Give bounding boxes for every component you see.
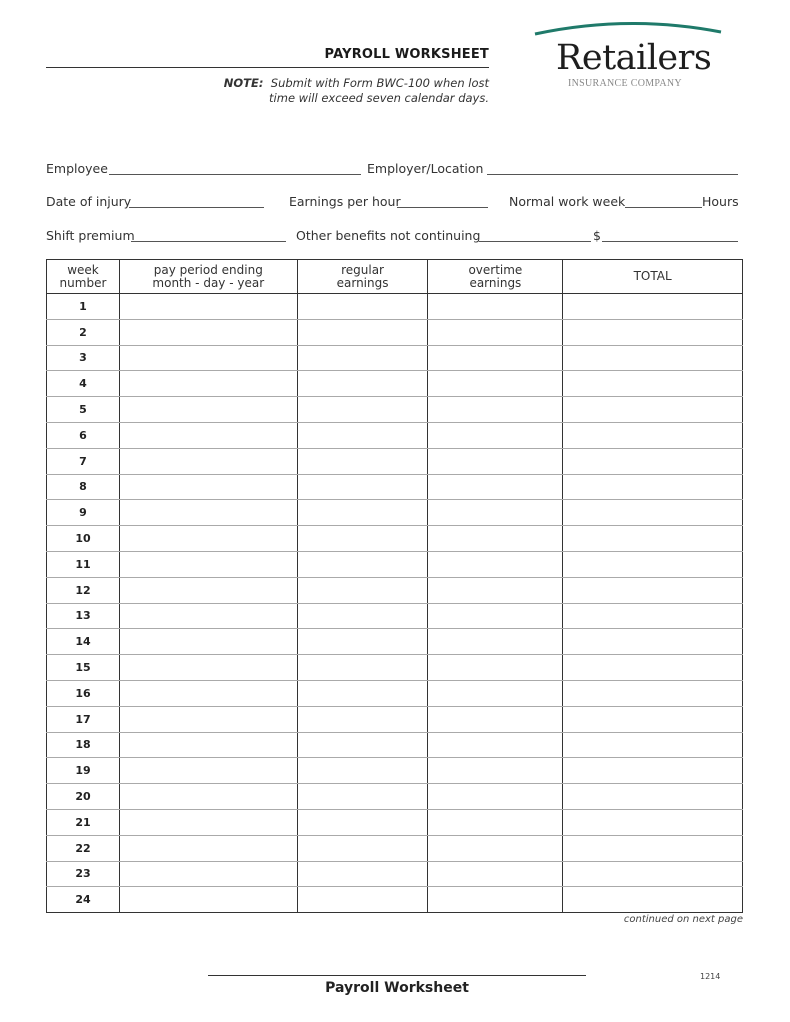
overtime-earnings-cell[interactable] bbox=[428, 603, 563, 629]
week-number-cell: 24 bbox=[47, 887, 120, 913]
other-benefits-amount-field[interactable] bbox=[602, 241, 738, 242]
overtime-earnings-cell[interactable] bbox=[428, 500, 563, 526]
overtime-earnings-cell[interactable] bbox=[428, 371, 563, 397]
total-cell[interactable] bbox=[563, 526, 743, 552]
pay-period-cell[interactable] bbox=[119, 397, 297, 423]
field-row-shift bbox=[46, 228, 742, 246]
overtime-earnings-cell[interactable] bbox=[428, 294, 563, 320]
overtime-earnings-cell[interactable] bbox=[428, 345, 563, 371]
regular-earnings-cell[interactable] bbox=[297, 371, 428, 397]
note-label: NOTE: bbox=[223, 76, 264, 90]
week-number-cell: 1 bbox=[47, 294, 120, 320]
week-number-cell: 3 bbox=[47, 345, 120, 371]
total-cell[interactable] bbox=[563, 629, 743, 655]
week-number-cell: 22 bbox=[47, 835, 120, 861]
overtime-earnings-cell[interactable] bbox=[428, 680, 563, 706]
continued-note: continued on next page bbox=[623, 914, 743, 925]
week-number-cell: 10 bbox=[47, 526, 120, 552]
note-line-2: time will exceed seven calendar days. bbox=[269, 91, 489, 105]
submission-note bbox=[150, 76, 489, 106]
total-cell[interactable] bbox=[563, 655, 743, 681]
total-cell[interactable] bbox=[563, 706, 743, 732]
table-row bbox=[47, 448, 743, 474]
logo-arc-icon bbox=[533, 18, 723, 38]
overtime-earnings-cell[interactable] bbox=[428, 319, 563, 345]
regular-earnings-cell[interactable] bbox=[297, 422, 428, 448]
pay-period-cell[interactable] bbox=[119, 809, 297, 835]
logo-subtitle: INSURANCE COMPANY bbox=[568, 78, 682, 89]
employer-location-label: Employer/Location bbox=[367, 161, 484, 176]
regular-earnings-cell[interactable] bbox=[297, 629, 428, 655]
total-cell[interactable] bbox=[563, 809, 743, 835]
total-cell[interactable] bbox=[563, 887, 743, 913]
pay-period-cell[interactable] bbox=[119, 706, 297, 732]
overtime-earnings-cell[interactable] bbox=[428, 706, 563, 732]
overtime-earnings-cell[interactable] bbox=[428, 758, 563, 784]
total-cell[interactable] bbox=[563, 474, 743, 500]
total-cell[interactable] bbox=[563, 861, 743, 887]
table-row bbox=[47, 809, 743, 835]
table-row bbox=[47, 680, 743, 706]
form-number: 1214 bbox=[700, 972, 721, 981]
pay-period-cell[interactable] bbox=[119, 500, 297, 526]
pay-period-cell[interactable] bbox=[119, 371, 297, 397]
pay-period-cell[interactable] bbox=[119, 680, 297, 706]
total-cell[interactable] bbox=[563, 551, 743, 577]
footer-divider bbox=[208, 975, 586, 976]
table-row bbox=[47, 371, 743, 397]
pay-period-cell[interactable] bbox=[119, 319, 297, 345]
total-cell[interactable] bbox=[563, 732, 743, 758]
total-cell[interactable] bbox=[563, 319, 743, 345]
field-row-employee bbox=[46, 161, 742, 179]
table-row bbox=[47, 577, 743, 603]
overtime-earnings-cell[interactable] bbox=[428, 577, 563, 603]
total-cell[interactable] bbox=[563, 680, 743, 706]
regular-earnings-cell[interactable] bbox=[297, 448, 428, 474]
table-row bbox=[47, 706, 743, 732]
hours-label: Hours bbox=[702, 194, 739, 209]
pay-period-cell[interactable] bbox=[119, 294, 297, 320]
pay-period-cell[interactable] bbox=[119, 422, 297, 448]
total-cell[interactable] bbox=[563, 500, 743, 526]
week-number-cell: 18 bbox=[47, 732, 120, 758]
date-of-injury-label: Date of injury bbox=[46, 194, 132, 209]
table-row bbox=[47, 629, 743, 655]
total-cell[interactable] bbox=[563, 448, 743, 474]
week-number-cell: 23 bbox=[47, 861, 120, 887]
pay-period-cell[interactable] bbox=[119, 577, 297, 603]
employee-label: Employee bbox=[46, 161, 108, 176]
header-total: TOTAL bbox=[563, 260, 743, 294]
header-regular-earnings: regular earnings bbox=[297, 260, 428, 294]
pay-period-cell[interactable] bbox=[119, 732, 297, 758]
total-cell[interactable] bbox=[563, 397, 743, 423]
week-number-cell: 14 bbox=[47, 629, 120, 655]
pay-period-cell[interactable] bbox=[119, 629, 297, 655]
regular-earnings-cell[interactable] bbox=[297, 706, 428, 732]
overtime-earnings-cell[interactable] bbox=[428, 861, 563, 887]
table-row bbox=[47, 474, 743, 500]
table-row bbox=[47, 603, 743, 629]
payroll-table bbox=[46, 259, 743, 913]
table-row bbox=[47, 345, 743, 371]
earnings-per-hour-label: Earnings per hour bbox=[289, 194, 401, 209]
pay-period-cell[interactable] bbox=[119, 655, 297, 681]
overtime-earnings-cell[interactable] bbox=[428, 655, 563, 681]
field-row-injury bbox=[46, 194, 742, 212]
note-line-1: Submit with Form BWC-100 when lost bbox=[270, 76, 489, 90]
regular-earnings-cell[interactable] bbox=[297, 835, 428, 861]
overtime-earnings-cell[interactable] bbox=[428, 448, 563, 474]
total-cell[interactable] bbox=[563, 758, 743, 784]
pay-period-cell[interactable] bbox=[119, 474, 297, 500]
regular-earnings-cell[interactable] bbox=[297, 784, 428, 810]
table-row bbox=[47, 784, 743, 810]
other-benefits-label: Other benefits not continuing bbox=[296, 228, 481, 243]
total-cell[interactable] bbox=[563, 294, 743, 320]
week-number-cell: 4 bbox=[47, 371, 120, 397]
logo-name: Retailers bbox=[556, 38, 712, 78]
table-row bbox=[47, 319, 743, 345]
total-cell[interactable] bbox=[563, 603, 743, 629]
overtime-earnings-cell[interactable] bbox=[428, 474, 563, 500]
pay-period-cell[interactable] bbox=[119, 526, 297, 552]
overtime-earnings-cell[interactable] bbox=[428, 835, 563, 861]
pay-period-cell[interactable] bbox=[119, 784, 297, 810]
normal-work-week-label: Normal work week bbox=[509, 194, 626, 209]
week-number-cell: 6 bbox=[47, 422, 120, 448]
shift-premium-field[interactable] bbox=[131, 241, 286, 242]
table-row bbox=[47, 835, 743, 861]
overtime-earnings-cell[interactable] bbox=[428, 629, 563, 655]
week-number-cell: 13 bbox=[47, 603, 120, 629]
pay-period-cell[interactable] bbox=[119, 887, 297, 913]
week-number-cell: 2 bbox=[47, 319, 120, 345]
pay-period-cell[interactable] bbox=[119, 603, 297, 629]
employer-location-field[interactable] bbox=[487, 174, 738, 175]
table-row bbox=[47, 758, 743, 784]
pay-period-cell[interactable] bbox=[119, 345, 297, 371]
overtime-earnings-cell[interactable] bbox=[428, 784, 563, 810]
regular-earnings-cell[interactable] bbox=[297, 500, 428, 526]
total-cell[interactable] bbox=[563, 784, 743, 810]
regular-earnings-cell[interactable] bbox=[297, 680, 428, 706]
week-number-cell: 17 bbox=[47, 706, 120, 732]
shift-premium-label: Shift premium bbox=[46, 228, 135, 243]
header-overtime-earnings: overtime earnings bbox=[428, 260, 563, 294]
week-number-cell: 21 bbox=[47, 809, 120, 835]
regular-earnings-cell[interactable] bbox=[297, 397, 428, 423]
table-row bbox=[47, 422, 743, 448]
total-cell[interactable] bbox=[563, 422, 743, 448]
date-of-injury-field[interactable] bbox=[129, 207, 264, 208]
total-cell[interactable] bbox=[563, 577, 743, 603]
regular-earnings-cell[interactable] bbox=[297, 887, 428, 913]
table-row bbox=[47, 397, 743, 423]
regular-earnings-cell[interactable] bbox=[297, 526, 428, 552]
earnings-per-hour-field[interactable] bbox=[397, 207, 488, 208]
table-row bbox=[47, 887, 743, 913]
regular-earnings-cell[interactable] bbox=[297, 474, 428, 500]
table-row bbox=[47, 732, 743, 758]
overtime-earnings-cell[interactable] bbox=[428, 526, 563, 552]
overtime-earnings-cell[interactable] bbox=[428, 732, 563, 758]
regular-earnings-cell[interactable] bbox=[297, 732, 428, 758]
overtime-earnings-cell[interactable] bbox=[428, 551, 563, 577]
week-number-cell: 9 bbox=[47, 500, 120, 526]
regular-earnings-cell[interactable] bbox=[297, 861, 428, 887]
week-number-cell: 19 bbox=[47, 758, 120, 784]
week-number-cell: 11 bbox=[47, 551, 120, 577]
header-pay-period: pay period ending month - day - year bbox=[119, 260, 297, 294]
week-number-cell: 5 bbox=[47, 397, 120, 423]
week-number-cell: 15 bbox=[47, 655, 120, 681]
dollar-sign: $ bbox=[593, 228, 601, 243]
regular-earnings-cell[interactable] bbox=[297, 603, 428, 629]
table-row bbox=[47, 526, 743, 552]
week-number-cell: 7 bbox=[47, 448, 120, 474]
regular-earnings-cell[interactable] bbox=[297, 577, 428, 603]
overtime-earnings-cell[interactable] bbox=[428, 887, 563, 913]
pay-period-cell[interactable] bbox=[119, 861, 297, 887]
week-number-cell: 8 bbox=[47, 474, 120, 500]
regular-earnings-cell[interactable] bbox=[297, 758, 428, 784]
overtime-earnings-cell[interactable] bbox=[428, 397, 563, 423]
pay-period-cell[interactable] bbox=[119, 758, 297, 784]
overtime-earnings-cell[interactable] bbox=[428, 809, 563, 835]
employee-field[interactable] bbox=[109, 174, 361, 175]
week-number-cell: 16 bbox=[47, 680, 120, 706]
header-week-number: week number bbox=[47, 260, 120, 294]
regular-earnings-cell[interactable] bbox=[297, 809, 428, 835]
table-row bbox=[47, 500, 743, 526]
table-row bbox=[47, 551, 743, 577]
title-divider bbox=[46, 67, 489, 68]
regular-earnings-cell[interactable] bbox=[297, 345, 428, 371]
table-header-row bbox=[47, 260, 743, 294]
regular-earnings-cell[interactable] bbox=[297, 294, 428, 320]
page-title: PAYROLL WORKSHEET bbox=[324, 47, 489, 62]
regular-earnings-cell[interactable] bbox=[297, 655, 428, 681]
table-row bbox=[47, 294, 743, 320]
overtime-earnings-cell[interactable] bbox=[428, 422, 563, 448]
other-benefits-field[interactable] bbox=[479, 241, 591, 242]
total-cell[interactable] bbox=[563, 345, 743, 371]
regular-earnings-cell[interactable] bbox=[297, 319, 428, 345]
regular-earnings-cell[interactable] bbox=[297, 551, 428, 577]
pay-period-cell[interactable] bbox=[119, 551, 297, 577]
table-row bbox=[47, 655, 743, 681]
normal-work-week-field[interactable] bbox=[625, 207, 702, 208]
table-row bbox=[47, 861, 743, 887]
week-number-cell: 20 bbox=[47, 784, 120, 810]
total-cell[interactable] bbox=[563, 371, 743, 397]
pay-period-cell[interactable] bbox=[119, 448, 297, 474]
week-number-cell: 12 bbox=[47, 577, 120, 603]
pay-period-cell[interactable] bbox=[119, 835, 297, 861]
total-cell[interactable] bbox=[563, 835, 743, 861]
footer-title: Payroll Worksheet bbox=[325, 980, 469, 996]
